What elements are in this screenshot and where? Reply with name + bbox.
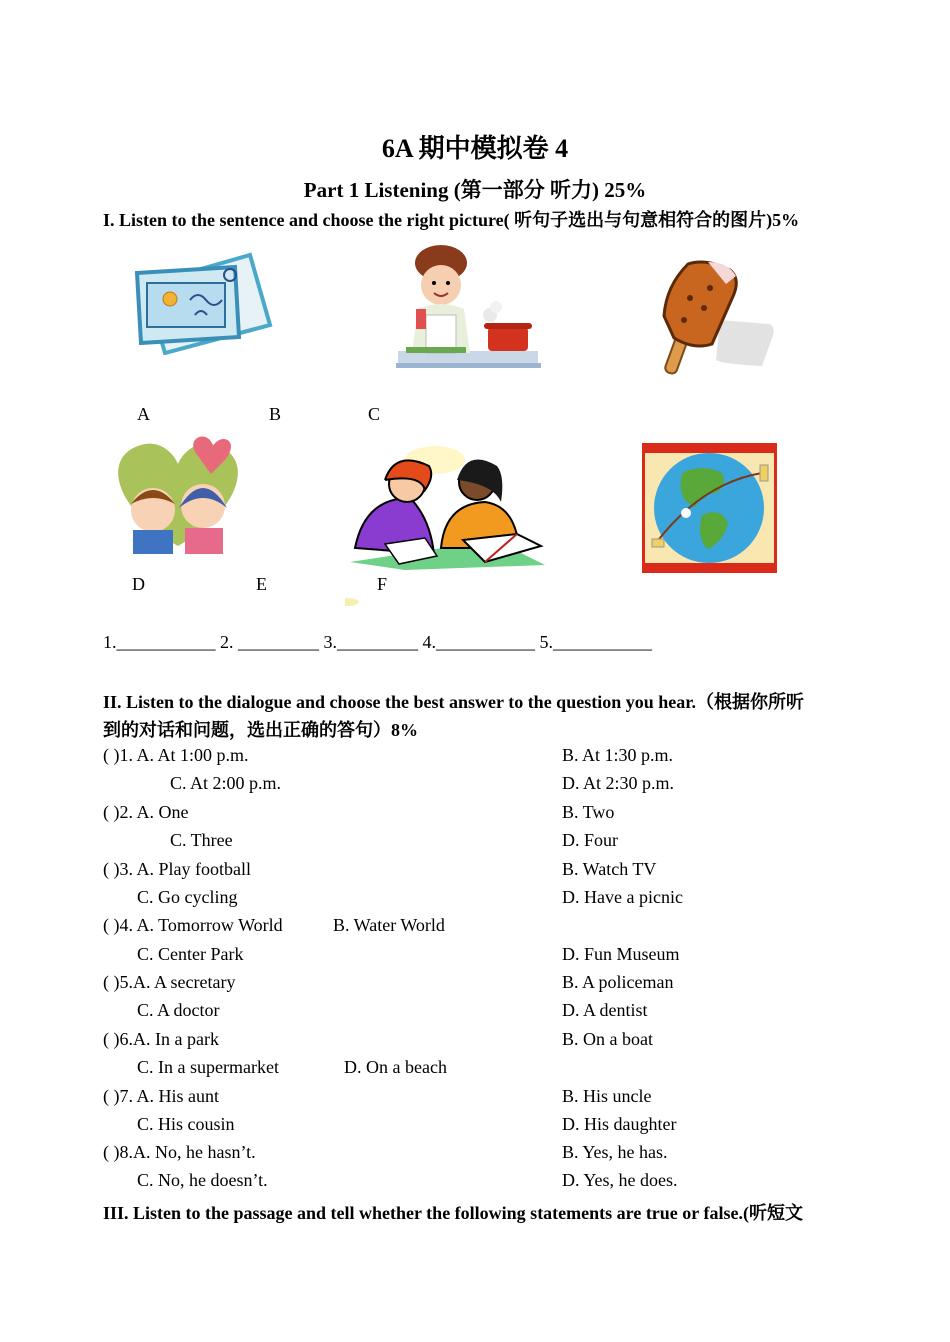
q8-option-d: D. Yes, he does.	[562, 1170, 678, 1190]
children-heart-icon	[103, 428, 253, 556]
q3-option-b: B. Watch TV	[562, 859, 657, 879]
section2-heading-line1: II. Listen to the dialogue and choose the best answer to the question you hear.（根据你所听	[103, 692, 805, 712]
q4-option-a: ( )4. A. Tomorrow World	[103, 915, 283, 935]
q2-option-a: ( )2. A. One	[103, 802, 189, 822]
page-title: 6A 期中模拟卷 4	[381, 134, 569, 163]
label-d: D	[132, 574, 145, 594]
q5-option-a: ( )5.A. A secretary	[103, 972, 236, 992]
q7-option-b: B. His uncle	[562, 1086, 652, 1106]
q6-option-a: ( )6.A. In a park	[103, 1029, 219, 1049]
q5-option-b: B. A policeman	[562, 972, 674, 992]
q2-option-b: B. Two	[562, 802, 615, 822]
q1-option-a: ( )1. A. At 1:00 p.m.	[103, 745, 249, 765]
q8-option-b: B. Yes, he has.	[562, 1142, 668, 1162]
label-f: F	[377, 574, 388, 594]
q3-option-a: ( )3. A. Play football	[103, 859, 251, 879]
postcard-icon	[135, 245, 273, 355]
q2-option-d: D. Four	[562, 830, 619, 850]
label-c: C	[368, 404, 381, 424]
q1-option-d: D. At 2:30 p.m.	[562, 773, 675, 793]
q6-option-c: C. In a supermarket	[137, 1057, 279, 1077]
q4-option-c: C. Center Park	[137, 944, 244, 964]
q6-option-d: D. On a beach	[344, 1057, 447, 1077]
q7-option-d: D. His daughter	[562, 1114, 677, 1134]
label-a: A	[137, 404, 150, 424]
answer-blanks[interactable]: 1.___________ 2. _________ 3._________ 4.___________ 5.___________	[103, 632, 652, 652]
girls-reading-icon	[345, 440, 545, 610]
q3-option-d: D. Have a picnic	[562, 887, 683, 907]
q6-option-b: B. On a boat	[562, 1029, 653, 1049]
globe-icon	[642, 443, 777, 573]
q5-option-d: D. A dentist	[562, 1000, 648, 1020]
section3-heading: III. Listen to the passage and tell whether the following statements are true or false.(听短文	[103, 1203, 803, 1223]
q7-option-c: C. His cousin	[137, 1114, 235, 1134]
part-heading: Part 1 Listening (第一部分 听力) 25%	[303, 178, 647, 202]
ice-cream-icon	[660, 258, 778, 380]
q8-option-a: ( )8.A. No, he hasn’t.	[103, 1142, 256, 1162]
q1-option-c: C. At 2:00 p.m.	[170, 773, 282, 793]
q4-option-d: D. Fun Museum	[562, 944, 680, 964]
q1-option-b: B. At 1:30 p.m.	[562, 745, 674, 765]
q7-option-a: ( )7. A. His aunt	[103, 1086, 219, 1106]
section2-heading-line2: 到的对话和问题，选出正确的答句）8%	[103, 720, 418, 740]
woman-cooking-icon	[396, 243, 541, 371]
section1-heading: I. Listen to the sentence and choose the right picture( 听句子选出与句意相符合的图片)5%	[103, 210, 800, 230]
q5-option-c: C. A doctor	[137, 1000, 220, 1020]
label-b: B	[269, 404, 282, 424]
label-e: E	[256, 574, 267, 594]
q8-option-c: C. No, he doesn’t.	[137, 1170, 268, 1190]
q3-option-c: C. Go cycling	[137, 887, 238, 907]
q4-option-b: B. Water World	[333, 915, 445, 935]
q2-option-c: C. Three	[170, 830, 233, 850]
